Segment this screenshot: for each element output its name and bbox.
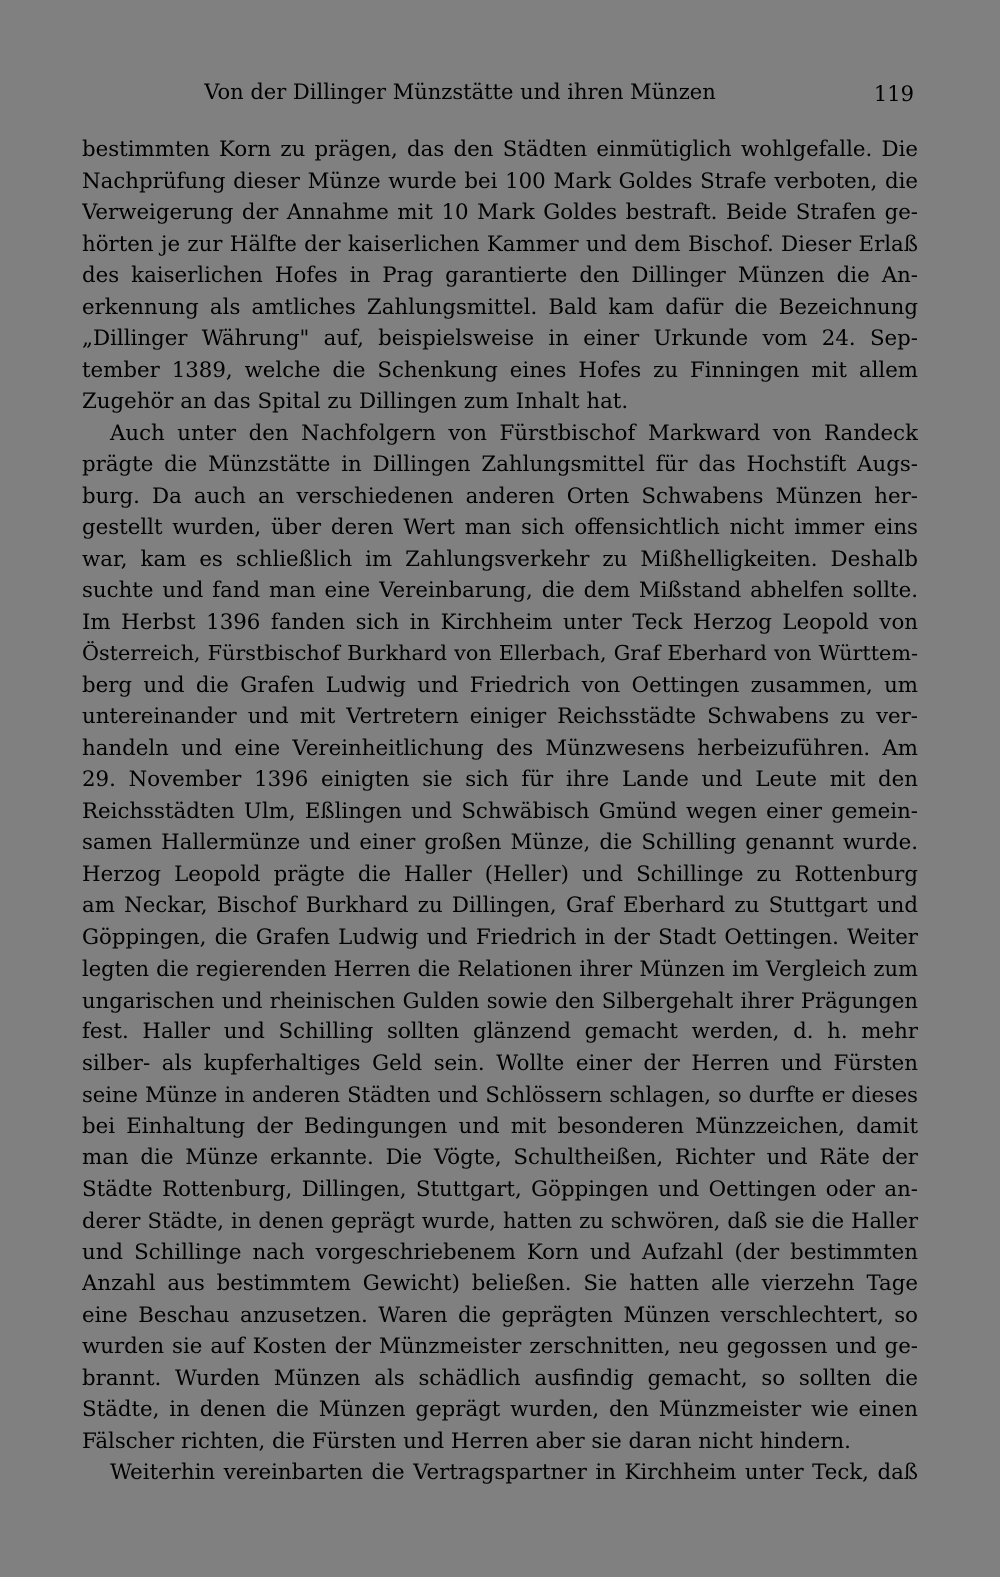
text-line: am Neckar, Bischof Burkhard zu Dillingen, Graf Eberhard zu Stuttgart und	[82, 893, 918, 918]
text-line: silber- als kupferhaltiges Geld sein. Wollte einer der Herren und Fürsten	[82, 1050, 918, 1076]
text-line: brannt. Wurden Münzen als schädlich ausfindig gemacht, so sollten die	[82, 1365, 918, 1391]
text-line: Fälscher richten, die Fürsten und Herren aber sie daran nicht hindern.	[82, 1428, 851, 1454]
text-line: Auch unter den Nachfolgern von Fürstbischof Markward von Randeck	[110, 420, 918, 446]
text-line: erkennung als amtliches Zahlungsmittel. Bald kam dafür die Bezeichnung	[82, 294, 918, 320]
text-line: Göppingen, die Grafen Ludwig und Friedrich in der Stadt Oettingen. Weiter	[82, 924, 918, 950]
text-line: handeln und eine Vereinheitlichung des Münzwesens herbeizuführen. Am	[82, 735, 918, 761]
text-line: tember 1389, welche die Schenkung eines Hofes zu Finningen mit allem	[82, 357, 918, 383]
body-text	[82, 134, 918, 1489]
text-line: Anzahl aus bestimmtem Gewicht) beließen. Sie hatten alle vierzehn Tage	[82, 1271, 918, 1296]
text-line: legten die regierenden Herren die Relationen ihrer Münzen im Vergleich zum	[82, 956, 918, 981]
text-line: Städte Rottenburg, Dillingen, Stuttgart, Göppingen und Oettingen oder an-	[82, 1176, 918, 1202]
text-line: seine Münze in anderen Städten und Schlössern schlagen, so durfte er dieses	[82, 1082, 918, 1107]
text-line: bei Einhaltung der Bedingungen und mit besonderen Münzzeichen, damit	[82, 1113, 918, 1139]
page-number: 119	[873, 82, 914, 106]
text-line: hörten je zur Hälfte der kaiserlichen Kammer und dem Bischof. Dieser Erlaß	[82, 231, 918, 257]
text-line: Städte, in denen die Münzen geprägt wurden, den Münzmeister wie einen	[82, 1397, 918, 1422]
text-line: war, kam es schließlich im Zahlungsverkehr zu Mißhelligkeiten. Deshalb	[82, 546, 918, 572]
text-line: „Dillinger Währung" auf, beispielsweise in einer Urkunde vom 24. Sep-	[82, 326, 918, 351]
text-line: und Schillinge nach vorgeschriebenem Korn und Aufzahl (der bestimmten	[82, 1239, 918, 1265]
text-line: Nachprüfung dieser Münze wurde bei 100 Mark Goldes Strafe verboten, die	[82, 168, 918, 194]
text-line: burg. Da auch an verschiedenen anderen Orten Schwabens Münzen her-	[82, 483, 918, 509]
text-line: gestellt wurden, über deren Wert man sich offensichtlich nicht immer eins	[82, 515, 918, 540]
text-line: Herzog Leopold prägte die Haller (Heller) und Schillinge zu Rottenburg	[82, 861, 918, 887]
running-title: Von der Dillinger Münzstätte und ihren Münzen	[204, 80, 716, 104]
text-line: man die Münze erkannte. Die Vögte, Schultheißen, Richter und Räte der	[82, 1145, 918, 1170]
text-line: fest. Haller und Schilling sollten glänzend gemacht werden, d. h. mehr	[82, 1019, 918, 1044]
text-line: berg und die Grafen Ludwig und Friedrich von Oettingen zusammen, um	[82, 672, 918, 698]
text-line: Im Herbst 1396 fanden sich in Kirchheim unter Teck Herzog Leopold von	[82, 609, 918, 635]
text-line: samen Hallermünze und einer großen Münze, die Schilling genannt wurde.	[82, 830, 918, 855]
text-line: Reichsstädten Ulm, Eßlingen und Schwäbisch Gmünd wegen einer gemein-	[82, 798, 918, 824]
text-line: des kaiserlichen Hofes in Prag garantierte den Dillinger Münzen die An-	[82, 263, 918, 288]
text-line: eine Beschau anzusetzen. Waren die geprägten Münzen verschlechtert, so	[82, 1302, 918, 1328]
text-line: Zugehör an das Spital zu Dillingen zum Inhalt hat.	[82, 389, 629, 414]
text-line: bestimmten Korn zu prägen, das den Städten einmütiglich wohlgefalle. Die	[82, 137, 918, 162]
text-line: 29. November 1396 einigten sie sich für ihre Lande und Leute mit den	[82, 767, 918, 792]
text-line: Verweigerung der Annahme mit 10 Mark Goldes bestraft. Beide Strafen ge-	[82, 200, 918, 225]
text-line: wurden sie auf Kosten der Münzmeister zerschnitten, neu gegossen und ge-	[82, 1334, 918, 1359]
text-line: suchte und fand man eine Vereinbarung, die dem Mißstand abhelfen sollte.	[82, 578, 918, 603]
text-line: derer Städte, in denen geprägt wurde, hatten zu schwören, daß sie die Haller	[82, 1208, 918, 1233]
running-head	[82, 76, 918, 108]
text-line: untereinander und mit Vertretern einiger Reichsstädte Schwabens zu ver-	[82, 704, 918, 729]
text-line: ungarischen und rheinischen Gulden sowie den Silbergehalt ihrer Prägungen	[82, 987, 918, 1013]
text-line: Österreich, Fürstbischof Burkhard von Ellerbach, Graf Eberhard von Württem-	[82, 641, 918, 665]
text-line: Weiterhin vereinbarten die Vertragspartner in Kirchheim unter Teck, daß	[110, 1460, 918, 1485]
text-line: prägte die Münzstätte in Dillingen Zahlungsmittel für das Hochstift Augs-	[82, 452, 918, 477]
